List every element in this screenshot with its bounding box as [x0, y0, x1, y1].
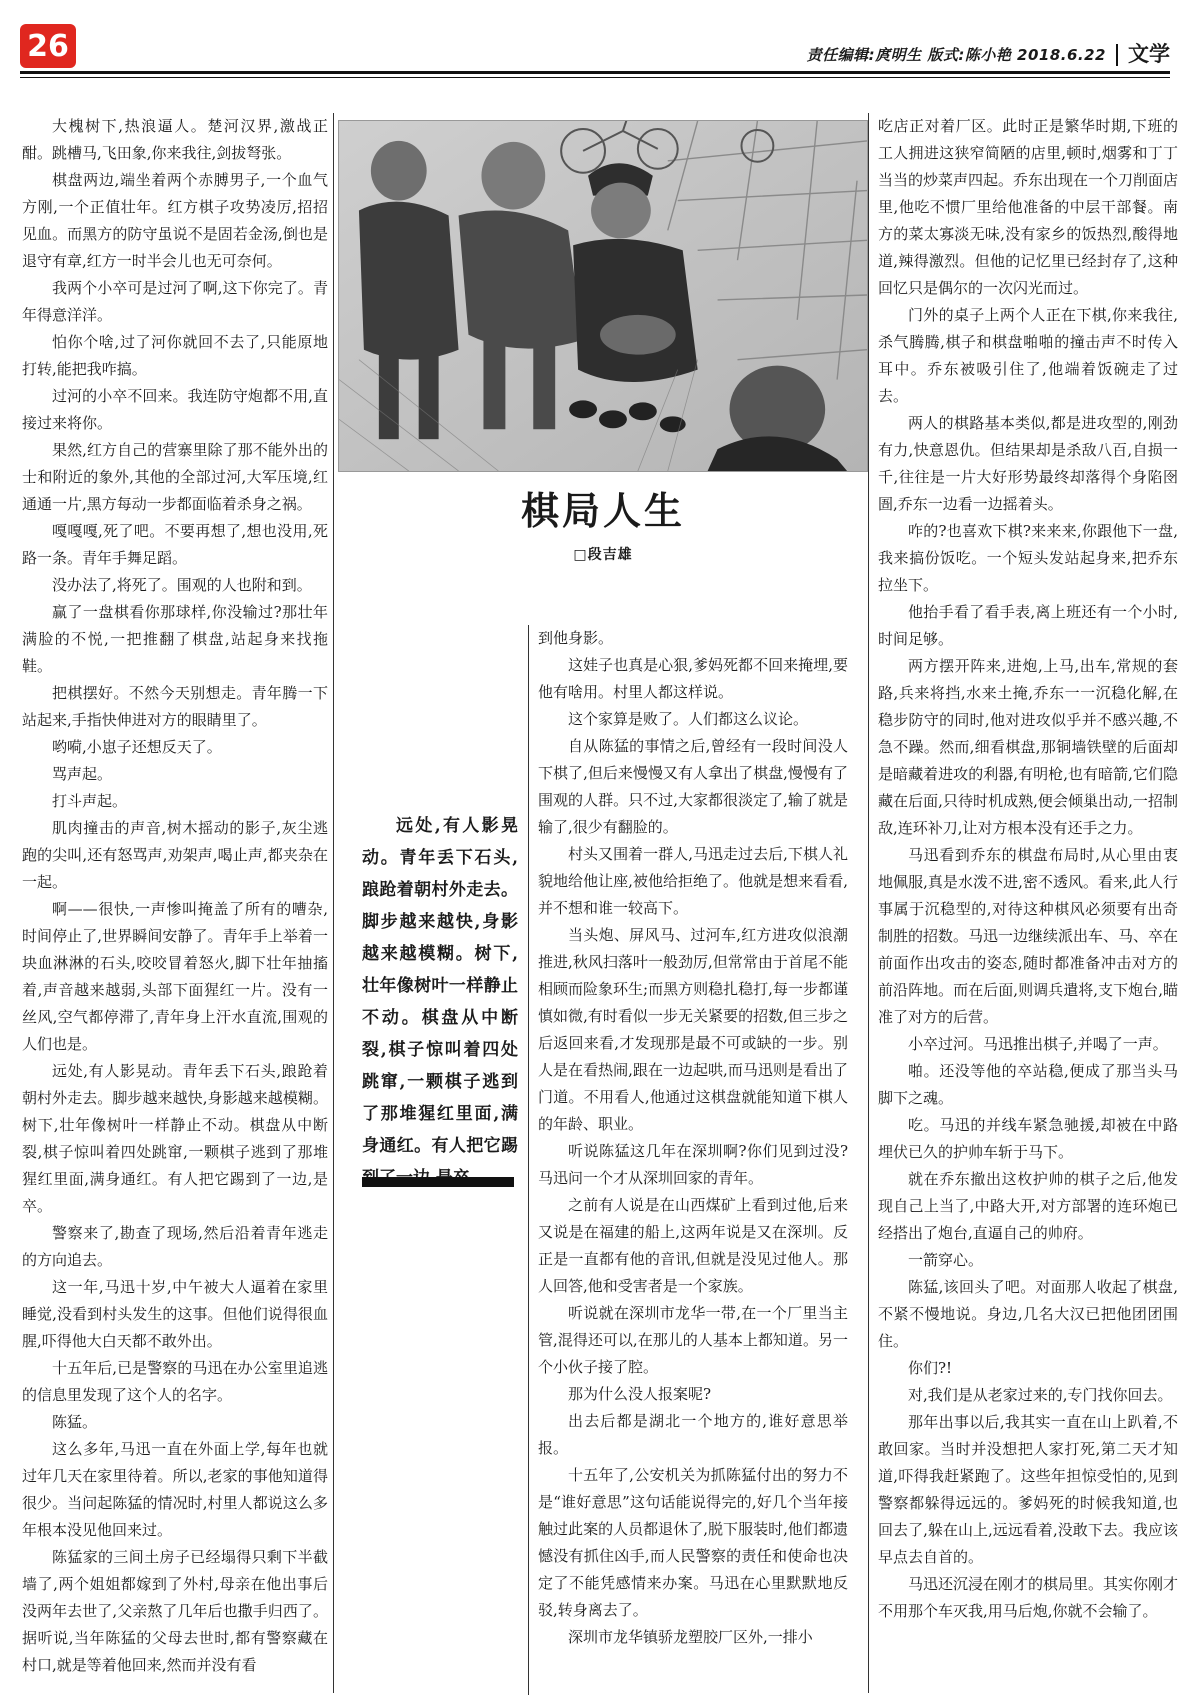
- article-column-1: [22, 113, 328, 1693]
- paragraph: 远处,有人影晃动。青年丢下石头,踉跄着朝村外走去。脚步越来越快,身影越来越模糊。树下,壮年像树叶一样静止不动。棋盘从中断裂,棋子惊叫着四处跳窜,一颗棋子逃到了那堆猩红里面,满身通红。有人把它踢到了一边,是卒。: [22, 1062, 328, 1215]
- paragraph: 没办法了,将死了。围观的人也附和到。: [52, 576, 312, 594]
- paragraph: 哟嗬,小崽子还想反天了。: [52, 738, 222, 756]
- article-column-3: [538, 625, 848, 1695]
- paragraph: 陈猛家的三间土房子已经塌得只剩下半截墙了,两个姐姐都嫁到了外村,母亲在他出事后没两年去世了,父亲熬了几年后也撒手归西了。据听说,当年陈猛的父母去世时,都有警察藏在村口,就是等着他回来,然而并没有看: [22, 1548, 328, 1674]
- chess-players-illustration: [338, 120, 868, 472]
- paragraph: 那年出事以后,我其实一直在山上趴着,不敢回家。当时并没想把人家打死,第二天才知道,吓得我赶紧跑了。这些年担惊受怕的,见到警察都躲得远远的。爹妈死的时候我知道,也回去了,躲在山上,远远看着,没敢下去。我应该早点去自首的。: [878, 1413, 1178, 1566]
- paragraph: 打斗声起。: [52, 792, 128, 810]
- paragraph: 这娃子也真是心狠,爹妈死都不回来掩埋,要他有啥用。村里人都这样说。: [538, 656, 848, 701]
- pull-quote: [362, 810, 518, 1194]
- paragraph: 咋的?也喜欢下棋?来来来,你跟他下一盘,我来搞份饭吃。一个短头发站起身来,把乔东拉坐下。: [878, 522, 1178, 594]
- paragraph: 出去后都是湖北一个地方的,谁好意思举报。: [538, 1412, 848, 1457]
- paragraph: 陈猛。: [52, 1413, 98, 1431]
- paragraph: 之前有人说是在山西煤矿上看到过他,后来又说是在福建的船上,这两年说是又在深圳。反正是一直都有他的音讯,但就是没见过他人。那人回答,他和受害者是一个家族。: [538, 1196, 848, 1295]
- paragraph: 果然,红方自己的营寨里除了那不能外出的士和附近的象外,其他的全部过河,大军压境,红通通一片,黑方每动一步都面临着杀身之祸。: [22, 441, 328, 513]
- paragraph: 我两个小卒可是过河了啊,这下你完了。青年得意洋洋。: [22, 279, 328, 324]
- paragraph: 棋盘两边,端坐着两个赤膊男子,一个血气方刚,一个正值壮年。红方棋子攻势凌厉,招招见血。而黑方的防守虽说不是固若金汤,倒也是退守有章,红方一时半会儿也无可奈何。: [22, 171, 328, 270]
- paragraph: 大槐树下,热浪逼人。楚河汉界,激战正酣。跳槽马,飞田象,你来我往,剑拔弩张。: [22, 117, 328, 162]
- paragraph: 十五年后,已是警察的马迅在办公室里追逃的信息里发现了这个人的名字。: [22, 1359, 328, 1404]
- paragraph: 嘎嘎嘎,死了吧。不要再想了,想也没用,死路一条。青年手舞足蹈。: [22, 522, 328, 567]
- paragraph: 怕你个啥,过了河你就回不去了,只能原地打转,能把我咋搞。: [22, 333, 328, 378]
- paragraph: 他抬手看了看手表,离上班还有一个小时,时间足够。: [878, 603, 1178, 648]
- article-title-block: [338, 488, 868, 564]
- paragraph: 这一年,马迅十岁,中午被大人逼着在家里睡觉,没看到村头发生的这事。但他们说得很血腥,吓得他大白天都不敢外出。: [22, 1278, 328, 1350]
- editor-credits: 责任编辑:庹明生 版式:陈小艳 2018.6.22: [806, 46, 1106, 64]
- paragraph: 两人的棋路基本类似,都是进攻型的,刚劲有力,快意恩仇。但结果却是杀敌八百,自损一千,往往是一片大好形势最终却落得个身陷囹圄,乔东一边看一边摇着头。: [878, 414, 1178, 513]
- header-rule-thick: [20, 71, 1170, 74]
- paragraph: 当头炮、屏风马、过河车,红方进攻似浪潮推进,秋风扫落叶一般劲厉,但常常由于首尾不能相顾而险象环生;而黑方则稳扎稳打,每一步都谨慎如微,有时看似一步无关紧要的招数,但三步之后返回来看,才发现那是最不可或缺的一步。别人是在看热闹,跟在一边起哄,而马迅则是看出了门道。不用看人,他通过这棋盘就能知道下棋人的年龄、职业。: [538, 926, 848, 1133]
- paragraph: 两方摆开阵来,进炮,上马,出车,常规的套路,兵来将挡,水来土掩,乔东一一沉稳化解,在稳步防守的同时,他对进攻似乎并不感兴趣,不急不躁。然而,细看棋盘,那铜墙铁壁的后面却是暗藏着进攻的利器,有明枪,也有暗箭,它们隐藏在后面,只待时机成熟,便会倾巢出动,一招制敌,连环补刀,让对方根本没有还手之力。: [878, 657, 1178, 837]
- paragraph: 啊——很快,一声惨叫掩盖了所有的嘈杂,时间停止了,世界瞬间安静了。青年手上举着一块血淋淋的石头,咬咬冒着怒火,脚下壮年抽搐着,声音越来越弱,头部下面猩红一片。没有一丝风,空气都停滞了,青年身上汗水直流,围观的人们也是。: [22, 900, 328, 1053]
- paragraph: 陈猛,该回头了吧。对面那人收起了棋盘,不紧不慢地说。身边,几名大汉已把他团团围住。: [878, 1278, 1178, 1350]
- article-byline: □段吉雄: [573, 547, 633, 563]
- section-name: 文学: [1128, 42, 1170, 66]
- paragraph: 到他身影。: [538, 629, 614, 647]
- masthead-divider: [1116, 44, 1118, 66]
- masthead: [807, 40, 1170, 68]
- paragraph: 你们?!: [908, 1359, 953, 1377]
- paragraph: 把棋摆好。不然今天别想走。青年腾一下站起来,手指快伸进对方的眼睛里了。: [22, 684, 328, 729]
- paragraph: 警察来了,勘查了现场,然后沿着青年逃走的方向追去。: [22, 1224, 328, 1269]
- column-divider-1: [333, 113, 334, 1693]
- pull-quote-text: 远处,有人影晃动。青年丢下石头,踉跄着朝村外走去。脚步越来越快,身影越来越模糊。树下,壮年像树叶一样静止不动。棋盘从中断裂,棋子惊叫着四处跳窜,一颗棋子逃到了那堆猩红里面,满身通红。有人把它踢: [362, 816, 518, 1156]
- paragraph: 听说就在深圳市龙华一带,在一个厂里当主管,混得还可以,在那儿的人基本上都知道。另一个小伙子接了腔。: [538, 1304, 848, 1376]
- pencil-sketch-chess-players-icon: [339, 121, 867, 471]
- pull-quote-bar: [362, 1177, 514, 1187]
- paragraph: 那为什么没人报案呢?: [568, 1385, 712, 1403]
- paragraph: 小卒过河。马迅推出棋子,并喝了一声。: [908, 1035, 1168, 1053]
- paragraph: 马迅看到乔东的棋盘布局时,从心里由衷地佩服,真是水泼不进,密不透风。看来,此人行事属于沉稳型的,对待这种棋风必须要有出奇制胜的招数。马迅一边继续派出车、马、卒在前面作出攻击的姿态,随时都准备冲击对方的前沿阵地。而在后面,则调兵遣将,支下炮台,瞄准了对方的后营。: [878, 846, 1178, 1026]
- paragraph: 村头又围着一群人,马迅走过去后,下棋人礼貌地给他让座,被他给拒绝了。他就是想来看看,并不想和谁一较高下。: [538, 845, 848, 917]
- paragraph: 对,我们是从老家过来的,专门找你回去。: [908, 1386, 1173, 1404]
- column-divider-3: [868, 113, 869, 1693]
- paragraph: 吃。马迅的并线车紧急驰援,却被在中路埋伏已久的护帅车斩于马下。: [878, 1116, 1178, 1161]
- paragraph: 赢了一盘棋看你那球样,你没输过?那壮年满脸的不悦,一把推翻了棋盘,站起身来找拖鞋。: [22, 603, 328, 675]
- article-column-4: [878, 113, 1178, 1693]
- page-number-badge: 26: [20, 24, 76, 68]
- paragraph: 这个家算是败了。人们都这么议论。: [568, 710, 809, 728]
- paragraph: 十五年了,公安机关为抓陈猛付出的努力不是“谁好意思”这句话能说得完的,好几个当年接触过此案的人员都退休了,脱下服装时,他们都遗憾没有抓住凶手,而人民警察的责任和使命也决定了不能凭感情来办案。马迅在心里默默地反驳,转身离去了。: [538, 1466, 848, 1619]
- column-divider-2: [528, 625, 529, 1695]
- paragraph: 马迅还沉浸在刚才的棋局里。其实你刚才不用那个车灭我,用马后炮,你就不会输了。: [878, 1575, 1178, 1620]
- paragraph: 就在乔东撤出这枚护帅的棋子之后,他发现自己上当了,中路大开,对方部署的连环炮已经搭出了炮台,直逼自己的帅府。: [878, 1170, 1178, 1242]
- paragraph: 深圳市龙华镇骄龙塑胶厂区外,一排小: [568, 1628, 813, 1646]
- paragraph: 过河的小卒不回来。我连防守炮都不用,直接过来将你。: [22, 387, 328, 432]
- paragraph: 听说陈猛这几年在深圳啊?你们见到过没?马迅问一个才从深圳回家的青年。: [538, 1142, 848, 1187]
- paragraph: 啪。还没等他的卒站稳,便成了那当头马脚下之魂。: [878, 1062, 1178, 1107]
- paragraph: 这么多年,马迅一直在外面上学,每年也就过年几天在家里待着。所以,老家的事他知道得很少。当问起陈猛的情况时,村里人都说这么多年根本没见他回来过。: [22, 1440, 328, 1539]
- paragraph: 一箭穿心。: [908, 1251, 984, 1269]
- paragraph: 肌肉撞击的声音,树木摇动的影子,灰尘逃跑的尖叫,还有怒骂声,劝架声,喝止声,都夹杂在一起。: [22, 819, 328, 891]
- article-title: 棋局人生: [520, 488, 685, 533]
- header-rule-thin: [20, 77, 1170, 78]
- paragraph: 门外的桌子上两个人正在下棋,你来我往,杀气腾腾,棋子和棋盘啪啪的撞击声不时传入耳中。乔东被吸引住了,他端着饭碗走了过去。: [878, 306, 1178, 405]
- paragraph: 吃店正对着厂区。此时正是繁华时期,下班的工人拥进这狭窄简陋的店里,顿时,烟雾和丁丁当当的炒菜声四起。乔东出现在一个刀削面店里,他吃不惯厂里给他准备的中层干部餐。南方的菜太寡淡无味,没有家乡的饭热烈,酸得地道,辣得激烈。但他的记忆里已经封存了,这种回忆只是偶尔的一次闪光而过。: [878, 117, 1178, 297]
- paragraph: 自从陈猛的事情之后,曾经有一段时间没人下棋了,但后来慢慢又有人拿出了棋盘,慢慢有了围观的人群。只不过,大家都很淡定了,输了就是输了,很少有翻脸的。: [538, 737, 848, 836]
- paragraph: 骂声起。: [52, 765, 113, 783]
